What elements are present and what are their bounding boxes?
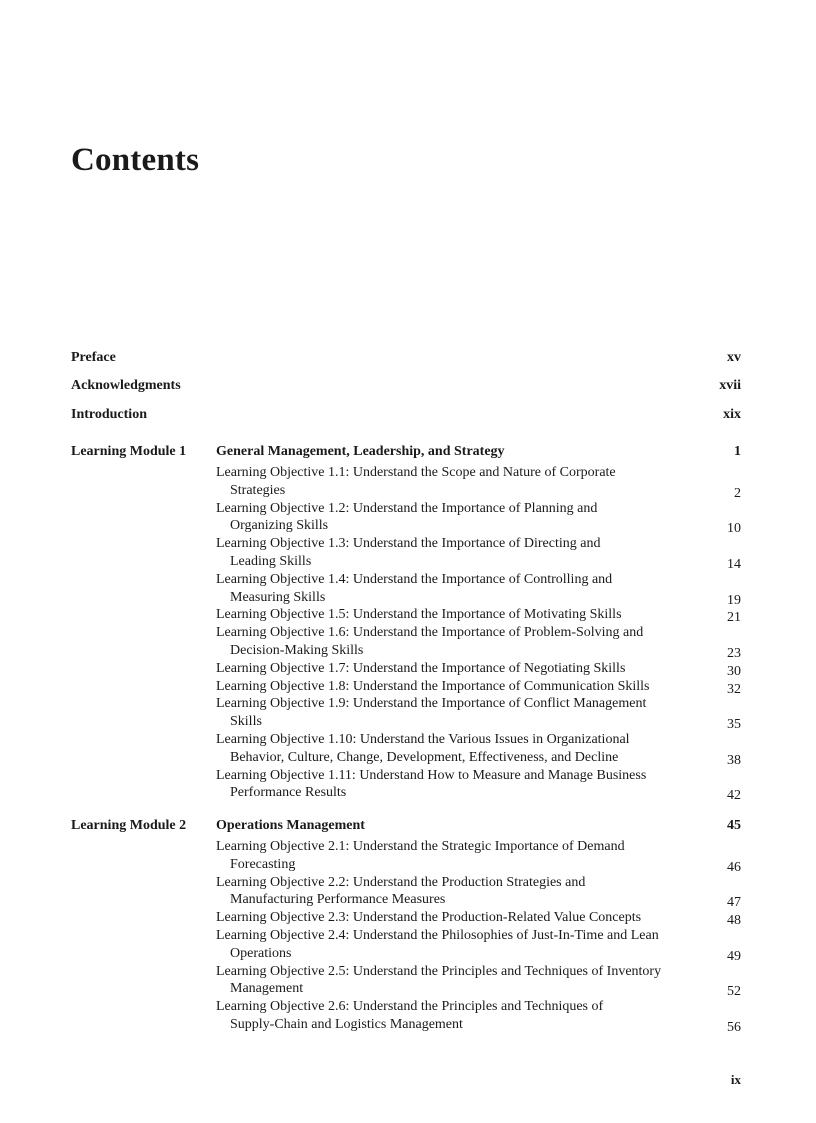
objective-title: Learning Objective 1.2: Understand the Importance of Planning and: [216, 500, 598, 516]
objective-title: Learning Objective 1.6: Understand the Importance of Problem-Solving and: [216, 625, 644, 641]
objective-title: Learning Objective 1.1: Understand the Scope and Nature of Corporate: [216, 465, 616, 480]
toc-objective-entry[interactable]: [216, 874, 741, 910]
page-title: Contents: [71, 142, 200, 178]
objective-title: Learning Objective 1.11: Understand How to Measure and Manage Business: [216, 767, 647, 783]
objective-page: 48: [727, 913, 741, 929]
objective-page: 47: [727, 895, 741, 911]
module-title[interactable]: Operations Management: [216, 818, 365, 833]
objective-title-continued: Skills: [230, 714, 262, 730]
objective-page: 38: [727, 752, 741, 768]
objective-title: Learning Objective 1.5: Understand the Importance of Motivating Skills: [216, 607, 622, 623]
toc-objective-entry[interactable]: [216, 998, 741, 1034]
objective-page: 2: [734, 485, 741, 501]
entry-label: Introduction: [71, 407, 147, 422]
objective-list: [216, 464, 741, 802]
objective-page: 32: [727, 681, 741, 697]
objective-title: Learning Objective 1.3: Understand the Importance of Directing and: [216, 536, 601, 552]
objective-title-continued: Organizing Skills: [230, 518, 329, 534]
objective-title: Learning Objective 1.9: Understand the Importance of Conflict Management: [216, 696, 647, 712]
module-page: 1: [734, 444, 741, 459]
toc-objective-entry[interactable]: [216, 927, 741, 963]
objective-page: 49: [727, 948, 741, 964]
objective-title-continued: Leading Skills: [230, 553, 312, 569]
entry-label: Acknowledgments: [71, 378, 181, 393]
objective-title: Learning Objective 2.2: Understand the Production Strategies and: [216, 874, 586, 890]
toc-objective-entry[interactable]: [216, 660, 741, 678]
objective-page: 35: [727, 717, 741, 733]
objective-page: 21: [727, 610, 741, 626]
objective-title-continued: Manufacturing Performance Measures: [230, 892, 446, 908]
toc-objective-entry[interactable]: [216, 535, 741, 571]
objective-page: 52: [727, 984, 741, 1000]
entry-page: xix: [723, 407, 741, 422]
objective-title: Learning Objective 1.8: Understand the Importance of Communication Skills: [216, 678, 650, 694]
objective-title-continued: Forecasting: [230, 856, 296, 872]
entry-label: Preface: [71, 350, 116, 365]
toc-objective-entry[interactable]: [216, 606, 741, 624]
module-label: Learning Module 2: [71, 818, 187, 833]
objective-page: 46: [727, 859, 741, 875]
toc-entry-acknowledgments[interactable]: [71, 378, 741, 396]
objective-title-continued: Behavior, Culture, Change, Development, Effectiveness, and Decline: [230, 749, 619, 765]
objective-page: 42: [727, 788, 741, 804]
toc-objective-entry[interactable]: [216, 909, 741, 927]
toc-objective-entry[interactable]: [216, 500, 741, 536]
toc-objective-entry[interactable]: [216, 464, 741, 500]
objective-title-continued: Decision-Making Skills: [230, 642, 364, 658]
objective-title: Learning Objective 2.3: Understand the Production-Related Value Concepts: [216, 910, 642, 926]
objective-page: 30: [727, 663, 741, 679]
toc-objective-entry[interactable]: [216, 624, 741, 660]
toc-objective-entry[interactable]: [216, 963, 741, 999]
objective-page: 23: [727, 645, 741, 661]
objective-title-continued: Supply-Chain and Logistics Management: [230, 1016, 463, 1032]
toc-objective-entry[interactable]: [216, 838, 741, 874]
objective-title: Learning Objective 2.1: Understand the Strategic Importance of Demand: [216, 839, 625, 854]
objective-title-continued: Operations: [230, 945, 292, 961]
page-number: ix: [730, 1072, 741, 1087]
objective-title: Learning Objective 2.5: Understand the Principles and Techniques of Inventory: [216, 963, 662, 979]
objective-page: 14: [727, 556, 741, 572]
toc-objective-entry[interactable]: [216, 731, 741, 767]
toc-objective-entry[interactable]: [216, 767, 741, 803]
entry-page: xv: [727, 350, 741, 365]
objective-title-continued: Performance Results: [230, 785, 347, 801]
objective-list: [216, 838, 741, 1034]
objective-page: 56: [727, 1019, 741, 1035]
objective-page: 19: [727, 592, 741, 608]
objective-title: Learning Objective 1.4: Understand the Importance of Controlling and: [216, 571, 613, 587]
objective-title: Learning Objective 2.6: Understand the Principles and Techniques of: [216, 999, 604, 1015]
objective-title: Learning Objective 1.7: Understand the Importance of Negotiating Skills: [216, 660, 626, 676]
objective-page: 10: [727, 521, 741, 537]
module-title[interactable]: General Management, Leadership, and Strategy: [216, 444, 505, 459]
objective-title-continued: Measuring Skills: [230, 589, 326, 605]
module-page: 45: [727, 818, 741, 833]
objective-title-continued: Management: [230, 981, 304, 997]
entry-page: xvii: [719, 378, 741, 393]
objective-title: Learning Objective 1.10: Understand the Various Issues in Organizational: [216, 731, 630, 747]
module-label: Learning Module 1: [71, 444, 187, 459]
toc-objective-entry[interactable]: [216, 571, 741, 607]
toc-entry-preface[interactable]: [71, 350, 741, 368]
toc-objective-entry[interactable]: [216, 678, 741, 696]
objective-title: Learning Objective 2.4: Understand the Philosophies of Just-In-Time and Lean: [216, 927, 659, 943]
toc-entry-introduction[interactable]: [71, 407, 741, 425]
toc-objective-entry[interactable]: [216, 695, 741, 731]
objective-title-continued: Strategies: [230, 482, 286, 498]
